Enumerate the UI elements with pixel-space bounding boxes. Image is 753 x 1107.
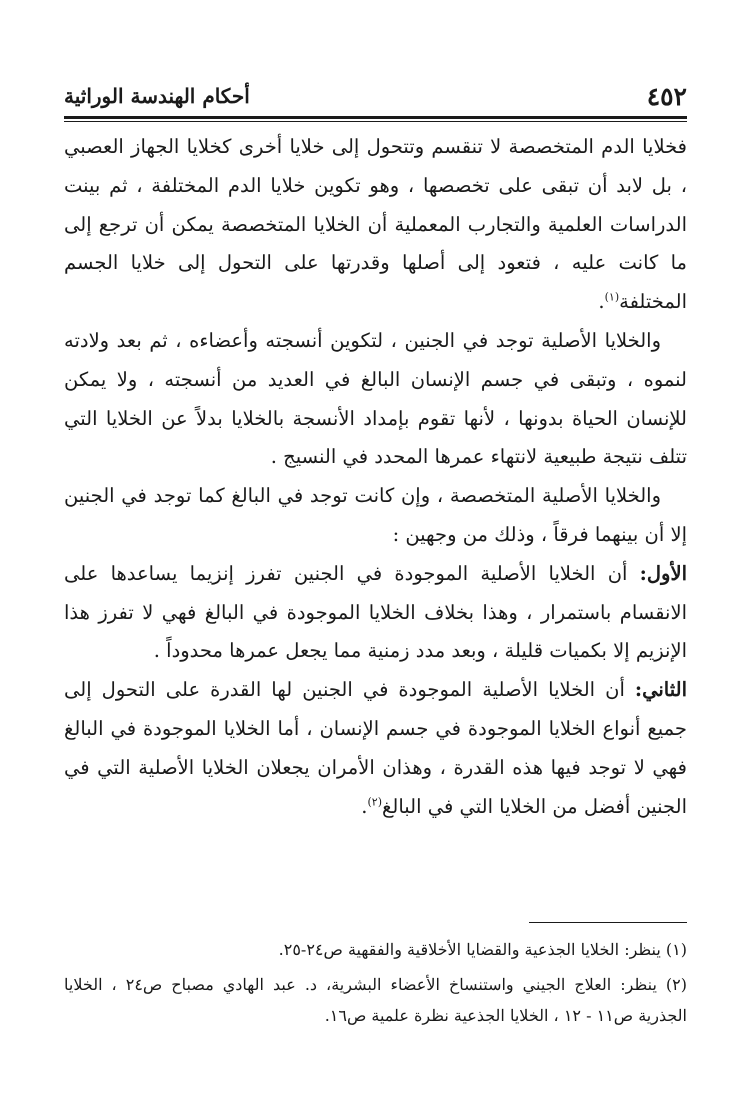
paragraph-first-point	[64, 555, 687, 671]
paragraph-text: أن الخلايا الأصلية الموجودة في الجنين تفرز إنزيما يساعدها على الانقسام باستمرار ، وهذا بخلاف الخلايا الموجودة في البالغ فهي لا تفرز هذا الإنزيم إلا بكميات قليلة ، وبعد مدد زمنية مما يجعل عمرها محدوداً .	[64, 561, 687, 663]
page-header	[64, 78, 687, 114]
header-rule	[64, 116, 687, 119]
footnotes	[64, 934, 687, 1035]
point-lead-first: الأول:	[639, 561, 687, 585]
paragraph-2	[64, 322, 687, 477]
paragraph-text: والخلايا الأصلية المتخصصة ، وإن كانت توجد في البالغ كما توجد في الجنين إلا أن بينهما فرقاً ، وذلك من وجهين :	[64, 484, 687, 546]
paragraph-end: .	[598, 290, 605, 314]
footnote-2: (٢) ينظر: العلاج الجيني واستنساخ الأعضاء البشرية، د. عبد الهادي مصباح ص٢٤ ، الخلايا الجذرية ص١١ - ١٢ ، الخلايا الجذعية نظرة علمية ص١٦.	[64, 975, 688, 1025]
page-number: ٤٥٢	[646, 82, 687, 111]
paragraph-text: فخلايا الدم المتخصصة لا تنقسم وتتحول إلى خلايا أخرى كخلايا الجهاز العصبي ، بل لابد أن تبقى على تخصصها ، وهو تكوين خلايا الدم المختلفة ، ثم بينت الدراسات العلمية والتجارب المعملية أن الخلايا المتخصصة يمكن أن ترجع إلى ما كانت عليه ، فتعود إلى أصلها وقدرتها على التحول إلى خلايا الجسم المختلفة	[64, 135, 687, 314]
paragraph-3	[64, 477, 687, 555]
body-text	[64, 128, 687, 826]
footnote-ref-2: (٢)	[367, 795, 383, 809]
header-rule-thin	[64, 121, 687, 122]
footnote-1: (١) ينظر: الخلايا الجذعية والقضايا الأخلاقية والفقهية ص٢٤-٢٥.	[278, 940, 687, 959]
paragraph-text: والخلايا الأصلية توجد في الجنين ، لتكوين أنسجته وأعضاءه ، ثم بعد ولادته لنموه ، وتبقى في جسم الإنسان البالغ في العديد من أنسجته ، ولا يمكن للإنسان الحياة بدونها ، لأنها تقوم بإمداد الأنسجة بالخلايا بدلاً عن الخلايا التي تتلف نتيجة طبيعية لانتهاء عمرها المحدد في النسيج .	[64, 328, 687, 469]
footnote-separator	[529, 922, 687, 923]
paragraph-text: أن الخلايا الأصلية الموجودة في الجنين لها القدرة على التحول إلى جميع أنواع الخلايا الموجودة في جسم الإنسان ، أما الخلايا الموجودة في البالغ فهي لا توجد فيها هذه القدرة ، وهذان الأمران يجعلان الخلايا الأصلية التي في الجنين أفضل من الخلايا التي في البالغ	[64, 678, 687, 818]
book-title: أحكام الهندسة الوراثية	[64, 84, 250, 108]
paragraph-end: .	[361, 794, 368, 818]
paragraph-1	[64, 128, 687, 322]
paragraph-second-point	[64, 671, 687, 826]
point-lead-second: الثاني:	[634, 678, 687, 702]
footnote-ref-1: (١)	[604, 290, 620, 304]
